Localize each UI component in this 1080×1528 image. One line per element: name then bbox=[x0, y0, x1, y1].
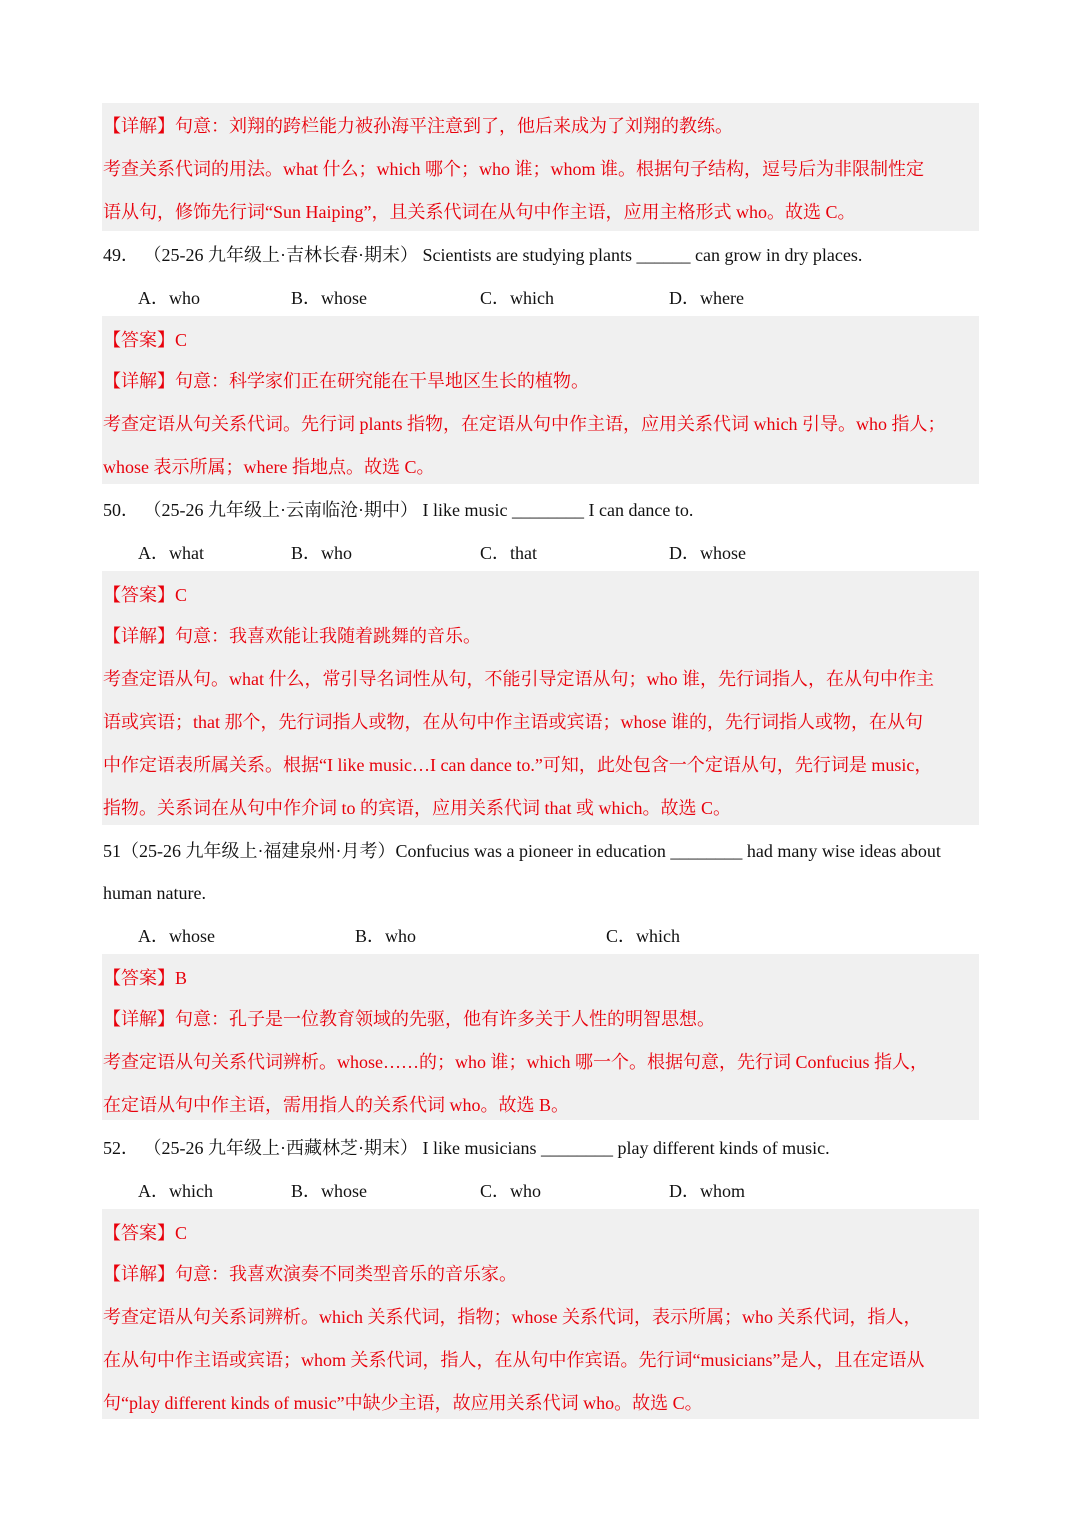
question-number: 52． bbox=[103, 1138, 139, 1158]
question-source: （25-26 九年级上·福建泉州·月考） bbox=[121, 841, 396, 861]
detail-line: 【详解】句意：我喜欢能让我随着跳舞的音乐。 bbox=[103, 626, 481, 646]
option-a: A．who bbox=[138, 288, 200, 308]
question-source: （25-26 九年级上·吉林长春·期末） bbox=[143, 245, 418, 265]
analysis-line: 考查定语从句关系词辨析。which 关系代词，指物；whose 关系代词，表示所属；who 关系代词，指人， bbox=[103, 1307, 922, 1327]
detail-line: 【详解】句意：我喜欢演奏不同类型音乐的音乐家。 bbox=[103, 1264, 517, 1284]
question-number: 51 bbox=[103, 841, 121, 861]
question-stem-51 bbox=[103, 839, 941, 863]
question-stem-49 bbox=[103, 243, 862, 267]
option-b: B．whose bbox=[291, 1181, 367, 1201]
answer-line: 【答案】C bbox=[103, 1223, 188, 1243]
stem-text: play different kinds of music. bbox=[617, 1138, 830, 1158]
stem-text: I can dance to. bbox=[588, 500, 694, 520]
stem-text: I like music bbox=[422, 500, 508, 520]
stem-continuation: human nature. bbox=[103, 883, 206, 903]
analysis-line: whose 表示所属；where 指地点。故选 C。 bbox=[103, 457, 435, 477]
answer-blank: ________ bbox=[511, 500, 584, 520]
analysis-line: 考查定语从句关系代词辨析。whose……的；who 谁；which 哪一个。根据句意，先行词 Confucius 指人， bbox=[103, 1052, 928, 1072]
answer-blank: ________ bbox=[540, 1138, 613, 1158]
question-stem-50 bbox=[103, 498, 693, 522]
option-a: A．what bbox=[138, 543, 204, 563]
option-c: C．that bbox=[480, 543, 537, 563]
answer-blank: ______ bbox=[636, 245, 691, 265]
analysis-line: 考查定语从句关系代词。先行词 plants 指物，在定语从句中作主语，应用关系代词 which 引导。who 指人； bbox=[103, 414, 946, 434]
option-c: C．which bbox=[480, 288, 554, 308]
option-c: C．which bbox=[606, 926, 680, 946]
answer-line: 【答案】B bbox=[103, 968, 188, 988]
option-b: B．who bbox=[291, 543, 353, 563]
analysis-line: 考查定语从句。what 什么，常引导名词性从句，不能引导定语从句；who 谁，先行词指人，在从句中作主 bbox=[103, 669, 934, 689]
explanation-panel-50 bbox=[102, 571, 979, 825]
analysis-line: 考查关系代词的用法。what 什么；which 哪个；who 谁；whom 谁。根据句子结构，逗号后为非限制性定 bbox=[103, 159, 924, 179]
analysis-line: 语或宾语；that 那个，先行词指人或物，在从句中作主语或宾语；whose 谁的，先行词指人或物，在从句 bbox=[103, 712, 923, 732]
detail-line: 【详解】句意：科学家们正在研究能在干旱地区生长的植物。 bbox=[103, 371, 589, 391]
analysis-line: 在定语从句中作主语，需用指人的关系代词 who。故选 B。 bbox=[103, 1095, 570, 1115]
analysis-line: 语从句，修饰先行词“Sun Haiping”，且关系代词在从句中作主语，应用主格形式 who。故选 C。 bbox=[103, 202, 856, 222]
option-a: A．whose bbox=[138, 926, 215, 946]
analysis-line: 中作定语表所属关系。根据“I like music…I can dance to.”可知，此处包含一个定语从句，先行词是 music， bbox=[103, 755, 933, 775]
detail-line: 【详解】句意：孔子是一位教育领域的先驱，他有许多关于人性的明智思想。 bbox=[103, 1009, 715, 1029]
stem-text: I like musicians bbox=[422, 1138, 537, 1158]
analysis-line: 在从句中作主语或宾语；whom 关系代词，指人，在从句中作宾语。先行词“musicians”是人，且在定语从 bbox=[103, 1350, 925, 1370]
option-d: D．whom bbox=[669, 1181, 745, 1201]
option-c: C．who bbox=[480, 1181, 542, 1201]
option-b: B．whose bbox=[291, 288, 367, 308]
option-a: A．which bbox=[138, 1181, 213, 1201]
option-d: D．where bbox=[669, 288, 744, 308]
question-number: 50． bbox=[103, 500, 139, 520]
stem-text: Confucius was a pioneer in education bbox=[395, 841, 666, 861]
question-source: （25-26 九年级上·云南临沧·期中） bbox=[143, 500, 418, 520]
answer-line: 【答案】C bbox=[103, 330, 188, 350]
analysis-line: 指物。关系词在从句中作介词 to 的宾语，应用关系代词 that 或 which。故选 C。 bbox=[103, 798, 731, 818]
detail-line: 【详解】句意：刘翔的跨栏能力被孙海平注意到了，他后来成为了刘翔的教练。 bbox=[103, 116, 733, 136]
question-stem-52 bbox=[103, 1136, 830, 1160]
stem-text: can grow in dry places. bbox=[694, 245, 863, 265]
stem-text: Scientists are studying plants bbox=[422, 245, 632, 265]
analysis-line: 句“play different kinds of music”中缺少主语，故应用关系代词 who。故选 C。 bbox=[103, 1393, 703, 1413]
option-b: B．who bbox=[355, 926, 417, 946]
option-d: D．whose bbox=[669, 543, 746, 563]
stem-text: had many wise ideas about bbox=[746, 841, 941, 861]
answer-line: 【答案】C bbox=[103, 585, 188, 605]
question-number: 49． bbox=[103, 245, 139, 265]
question-source: （25-26 九年级上·西藏林芝·期末） bbox=[143, 1138, 418, 1158]
answer-blank: ________ bbox=[670, 841, 743, 861]
